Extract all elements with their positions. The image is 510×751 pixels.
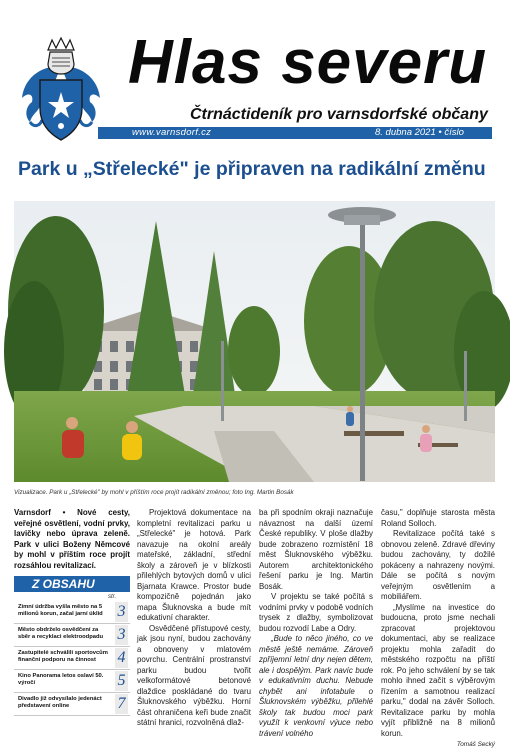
toc-item-page: 7 xyxy=(115,694,128,714)
toc-item-page: 5 xyxy=(115,671,128,691)
toc-title: Z OBSAHU ČÍSLA xyxy=(14,576,130,592)
photo-caption: Vizualizace. Park u „Střelecké" by mohl v příštím roce projít radikální změnou; foto Ing. Martin Bosák xyxy=(14,489,294,496)
toc-item[interactable] xyxy=(14,647,130,670)
newspaper-title: Hlas severu xyxy=(128,28,488,97)
toc-item-page: 3 xyxy=(115,625,128,645)
varnsdorf-coat-of-arms-icon xyxy=(18,36,104,144)
article-paragraph: V projektu se také počítá s vodními prvky v podobě vodních trysek z dlažby, symbolizovat budou rozvodí Labe a Odry. xyxy=(259,592,373,633)
website-link[interactable]: www.varnsdorf.cz xyxy=(132,127,212,138)
toc-item[interactable] xyxy=(14,693,130,716)
article-paragraph: Osvědčené přístupové cesty, jak jsou nyní, budou zachovány a obnoveny v mlatovém povrchu. Centrální prostranství parku budou tvořit velkoformátové betonové dlaždice poskládané do tvaru Šluknovského výběžku. Horní část ohraničena keři bude značit státní hranici, rozvolněná dlaž- xyxy=(137,623,251,727)
article-paragraph: času," doplňuje starosta města Roland Solloch. xyxy=(381,508,495,528)
toc-item[interactable] xyxy=(14,670,130,693)
toc-item-text: Město obdrželo osvědčení za sběr a recyklaci elektroodpadu xyxy=(18,627,104,641)
toc-page-label: str. xyxy=(108,594,117,600)
toc-item[interactable] xyxy=(14,601,130,624)
toc-item-text: Zimní údržba vyšla město na 5 milionů korun, začal jarní úklid xyxy=(18,604,103,618)
article-column-4 xyxy=(381,508,495,751)
article-paragraph: ba při spodním okraji naznačuje návaznost na další území České republiky. V ploše dlažby bude zobrazeno rozmístění 18 měst Šluknovského výběžku. Autorem architektonického řešení parku je Ing. Martin Bosák. xyxy=(259,508,373,591)
masthead-bar xyxy=(98,127,492,139)
toc-item-page: 4 xyxy=(115,648,128,668)
article-paragraph: Revitalizace počítá také s obnovou zeleně. Zdravé dřeviny budou zachovány, ty dožilé pokáceny a nahrazeny novými. Dále se počítá s novým veřejným osvětlením a mobiliářem. xyxy=(381,529,495,601)
issue-date: 8. dubna 2021 • číslo xyxy=(375,127,464,138)
article-column-3 xyxy=(259,508,373,739)
toc-item[interactable] xyxy=(14,624,130,647)
table-of-contents xyxy=(14,601,130,716)
article-column-2 xyxy=(137,508,251,729)
toc-item-page: 3 xyxy=(115,602,128,622)
article-column-1 xyxy=(14,508,130,571)
toc-item-text: Zastupitelé schválili sportovcům finanční podporu na činnost xyxy=(18,650,108,664)
article-headline: Park u „Střelecké" je připraven na radikální změnu xyxy=(18,158,486,180)
newspaper-subtitle: Čtrnáctideník pro varnsdorfské občany xyxy=(190,106,488,123)
article-paragraph: Projektová dokumentace na kompletní revitalizaci parku u „Střelecké" je hotová. Park navazuje na okolní areály mateřské, základní, střední školy a zároveň je v blízkosti přilehlých bytových domů v ulici Bjarnata Krawce. Prostor bude kompozičně pojednán jako mapa Šluknovska a bude mít edukativní charakter. xyxy=(137,508,251,622)
article-quote: „Myslíme na investice do budoucna, proto jsme nechali zpracovat projektovou dokumentaci, aby se realizace projektu mohla zařadit do městského rozpočtu na příští rok. Po jeho schválení by se tak mohlo ihned začít s výběrovým řízením a samotnou realizací parku," dodal na závěr Solloch. Revitalizace parku by mohla vyjít přibližně na 8 milionů korun. xyxy=(381,602,495,738)
article-author: Tomáš Secký xyxy=(456,741,495,748)
toc-item-text: Kino Panorama letos oslaví 50. výročí xyxy=(18,673,104,687)
toc-item-text: Divadlo již odvysílalo jedenáct představení online xyxy=(18,696,102,710)
article-quote: „Bude to něco jiného, co ve městě ještě nemáme. Zároveň zpříjemní letní dny nejen dětem, ale i dospělým. Park navíc bude v edukativním duchu. Nebude chybět ani infotabule o Šluknovském výběžku, přilehlé školy tak budou moci park využít k venkovní výuce nebo trávení volného xyxy=(259,634,373,738)
article-lead: Varnsdorf • Nové cesty, veřejné osvětlení, vodní prvky, lavičky nebo úprava zeleně. Park v ulici Boženy Němcové by mohl v příštím roce projít rozsáhlou revitalizací. xyxy=(14,508,130,570)
article-photo xyxy=(14,201,495,482)
